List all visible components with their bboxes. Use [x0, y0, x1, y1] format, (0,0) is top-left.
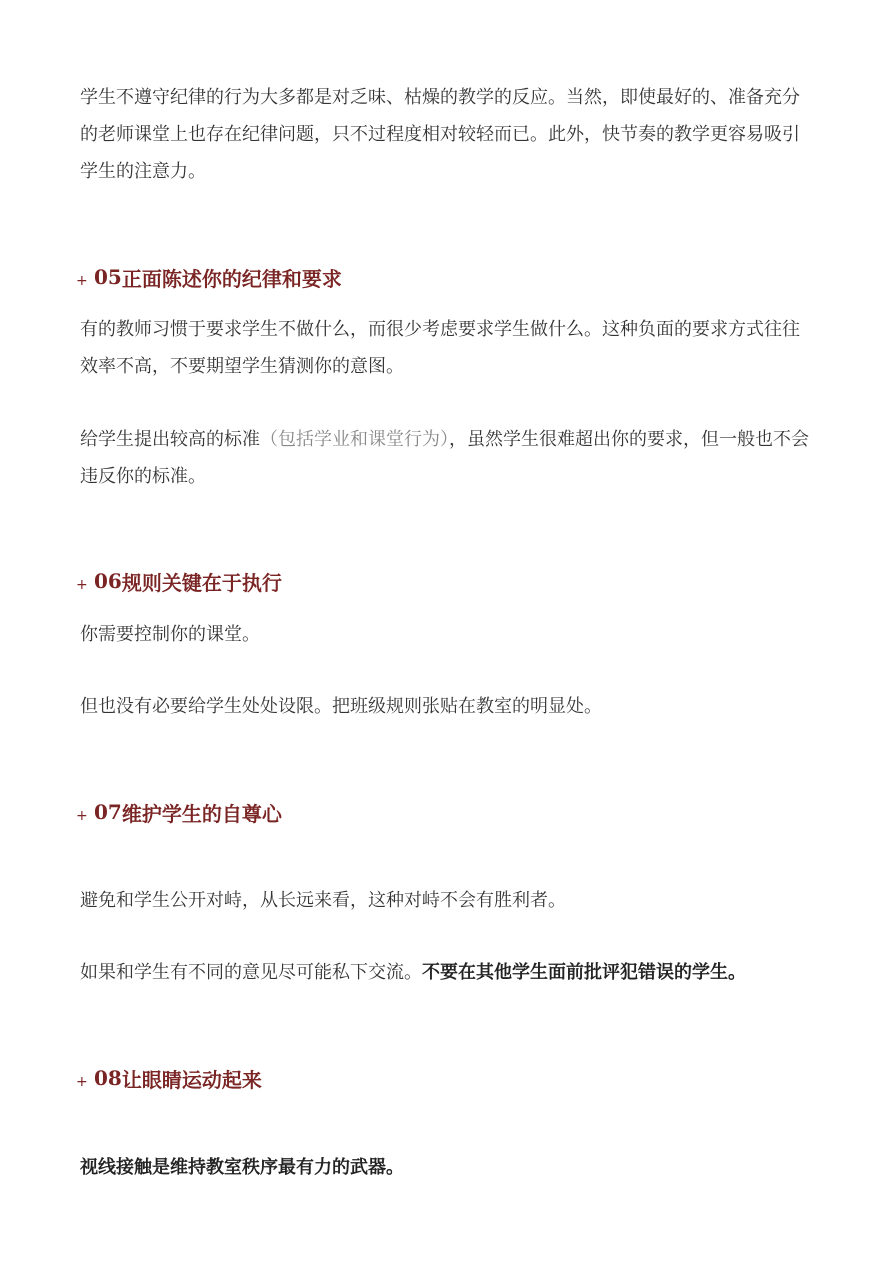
plus-icon: + [76, 273, 88, 289]
section-05-paragraph-1 [80, 311, 810, 385]
intro-paragraph [80, 79, 810, 190]
section-06-paragraph-1 [80, 616, 810, 653]
section-heading-08 [76, 1063, 262, 1093]
section-06-paragraph-2 [80, 688, 810, 725]
paragraph-text: ，虽然学生很难超出你的要求，但一般也不会违反你的标准。 [80, 429, 809, 487]
paragraph-text: 有的教师习惯于要求学生不做什么，而很少考虑要求学生做什么。这种负面的要求方式往往效率不高，不要期望学生猜测你的意图。 [80, 319, 800, 377]
section-title: 正面陈述你的纪律和要求 [121, 266, 342, 291]
intro-text: 学生不遵守纪律的行为大多都是对乏味、枯燥的教学的反应。当然，即使最好的、准备充分的老师课堂上也存在纪律问题，只不过程度相对较轻而已。此外，快节奏的教学更容易吸引学生的注意力。 [80, 87, 800, 182]
paragraph-text: 避免和学生公开对峙，从长远来看，这种对峙不会有胜利者。 [80, 890, 566, 911]
section-07-paragraph-1 [80, 882, 810, 919]
section-heading-06 [76, 566, 282, 596]
section-08-paragraph-1 [80, 1149, 810, 1186]
section-05-paragraph-2 [80, 421, 810, 495]
section-title: 规则关键在于执行 [121, 570, 282, 595]
paragraph-aside: （包括学业和课堂行为） [260, 429, 449, 450]
paragraph-text: 你需要控制你的课堂。 [80, 624, 260, 645]
plus-icon: + [76, 808, 88, 824]
section-number: 07 [94, 800, 122, 824]
paragraph-text: 如果和学生有不同的意见尽可能私下交流。 [80, 962, 422, 983]
section-number: 06 [94, 569, 122, 593]
section-title: 让眼睛运动起来 [121, 1067, 262, 1092]
section-title: 维护学生的自尊心 [121, 801, 282, 826]
section-07-paragraph-2 [80, 954, 810, 991]
section-number: 05 [94, 265, 122, 289]
section-heading-07 [76, 797, 282, 827]
plus-icon: + [76, 1074, 88, 1090]
paragraph-emphasis: 不要在其他学生面前批评犯错误的学生。 [422, 962, 746, 983]
section-number: 08 [94, 1066, 122, 1090]
paragraph-text: 给学生提出较高的标准 [80, 429, 260, 450]
section-heading-05 [76, 262, 342, 292]
plus-icon: + [76, 577, 88, 593]
paragraph-emphasis: 视线接触是维持教室秩序最有力的武器。 [80, 1157, 404, 1178]
paragraph-text: 但也没有必要给学生处处设限。把班级规则张贴在教室的明显处。 [80, 696, 602, 717]
